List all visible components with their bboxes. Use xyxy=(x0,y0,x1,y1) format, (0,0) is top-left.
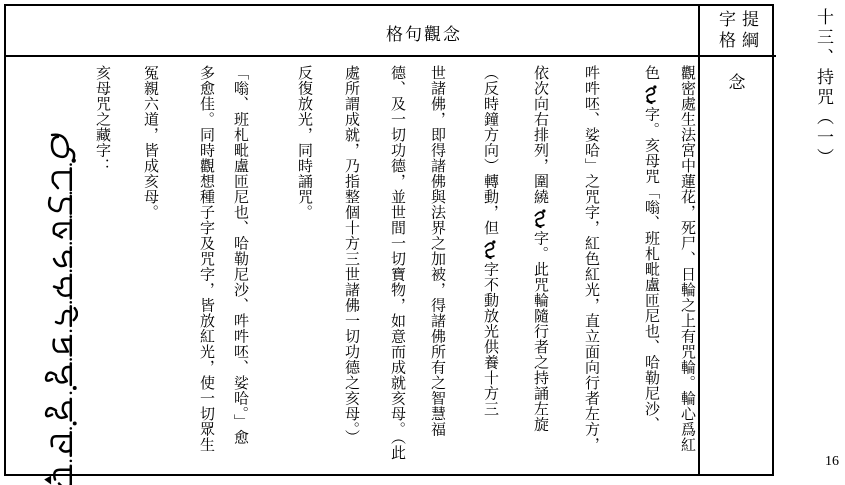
text-column xyxy=(678,65,696,470)
tibetan-seed-syllable-icon xyxy=(483,238,497,260)
column-text: 德、及一切功德，並世間一切寶物，如意而成就亥母。（此 xyxy=(389,65,405,461)
tibetan-mantra-script xyxy=(36,131,78,485)
column-text: 字。此咒輪隨行者之持誦左旋 xyxy=(532,230,548,432)
table-header-main: 格句觀念 xyxy=(386,25,462,44)
column-text: 吽吽呸、娑哈」之咒字，紅色紅光，直立面向行者左方， xyxy=(583,65,599,453)
column-text: 冤親六道，皆成亥母。 xyxy=(142,65,158,220)
tibetan-seed-syllable-icon xyxy=(644,83,658,105)
table-header-outline: 提綱字格 xyxy=(716,10,758,52)
column-text: 反復放光，同時誦咒。 xyxy=(296,65,312,220)
column-text: 字不動放光供養十方三 xyxy=(482,261,498,417)
table-body xyxy=(6,57,698,476)
tibetan-seed-syllable-icon xyxy=(533,207,547,229)
text-column xyxy=(295,65,313,470)
text-column xyxy=(197,65,215,470)
text-column xyxy=(531,65,549,470)
column-text: 字。亥母咒「嗡、班札毗盧匝尼也、哈勒尼沙、 xyxy=(643,106,659,432)
column-text: 色 xyxy=(643,65,659,81)
text-column xyxy=(93,65,111,470)
text-column xyxy=(231,65,249,470)
column-text: 觀密處生法宮中蓮花，死尸、日輪之上有咒輪。輪心爲紅 xyxy=(679,65,695,453)
column-text: （反時鐘方向）轉動，但 xyxy=(482,65,498,236)
text-column xyxy=(428,65,446,470)
column-text: 亥母咒之藏字： xyxy=(94,65,110,174)
column-text: 「嗡、班札毗盧匝尼也、哈勒尼沙、吽吽呸、娑哈。」愈 xyxy=(232,65,248,445)
column-text: 依次向右排列，圍繞 xyxy=(532,65,548,205)
text-column xyxy=(582,65,600,470)
column-text: 處所謂成就，乃指整個十方三世諸佛一切功德之亥母。） xyxy=(343,65,359,445)
text-column xyxy=(388,65,406,470)
text-column xyxy=(642,65,660,470)
column-text: 世諸佛，即得諸佛與法界之加被，得諸佛所有之智慧福 xyxy=(429,65,445,437)
chapter-side-title: 十三、持咒（一） xyxy=(814,8,833,168)
page-number: 16 xyxy=(825,454,839,469)
text-column xyxy=(481,65,499,470)
column-text: 多愈佳。同時觀想種子字及咒字，皆放紅光，使一切眾生 xyxy=(198,65,214,453)
outline-cell-value: 念 xyxy=(728,73,746,92)
text-column xyxy=(141,65,159,470)
text-column xyxy=(342,65,360,470)
